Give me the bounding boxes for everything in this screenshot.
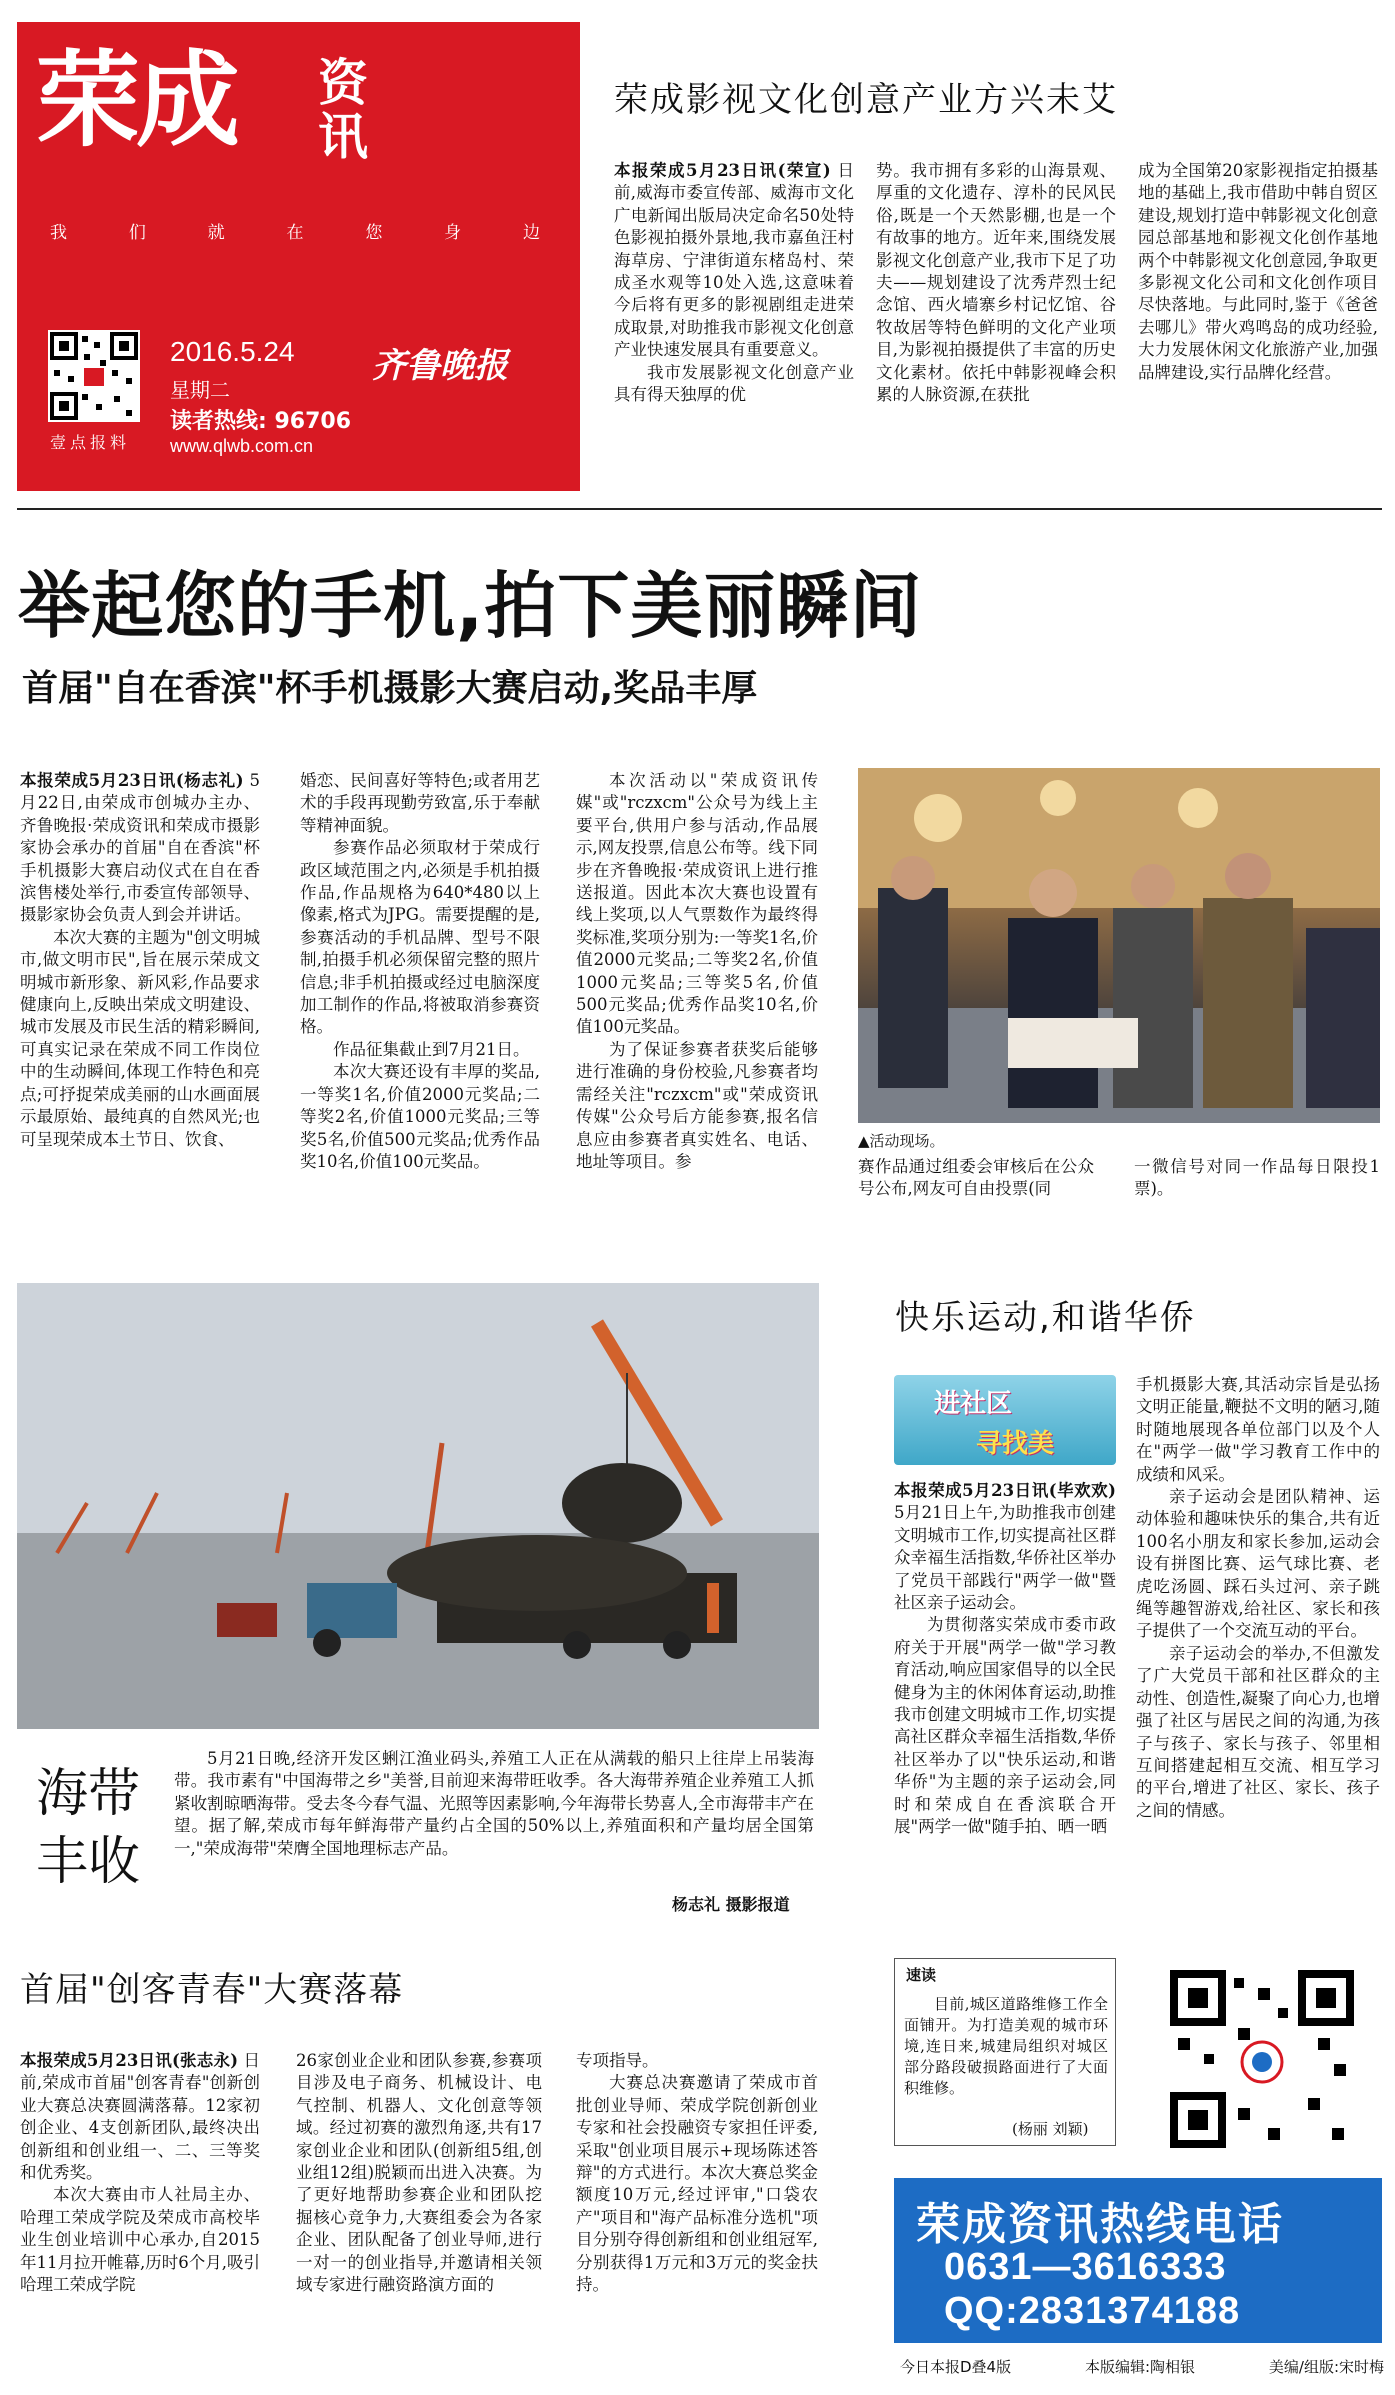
article3-col2: 本报荣成5月23日讯(毕欢欢) 5月21日上午,为助推我市创建文明城市工作,切实提高社区群众幸福生活指数,华侨社区举办了党员干部践行"两学一做"暨社区亲子运动会。 为贯彻落实荣成市委市政府关于开展"两学一做"学习教育活动,响应国家倡导的以全民健身为主的休闲体育运动,助推我市创建文明城市工作,切实提高社区群众幸福生活指数,华侨社区举办了以"快乐运动,和谐华侨"为主题的亲子运动会,同时和荣成自在香滨联合开展"两学一做"随手拍、晒一晒: [894, 1481, 1116, 1837]
brief-text: 目前,城区道路维修工作全面铺开。为打造美观的城市环境,连日来,城建局组织对城区部分路段破损路面进行了大面积维修。: [904, 1995, 1108, 2097]
wechat-qr-icon[interactable]: [1168, 1968, 1356, 2150]
article1-title: 荣成影视文化创意产业方兴未艾: [614, 80, 1118, 120]
website-link[interactable]: www.qlwb.com.cn: [170, 436, 314, 456]
article1-col1: 本报荣成5月23日讯(荣宣) 日前,威海市委宣传部、威海市文化广电新闻出版局决定命名50处特色影视拍摄外景地,我市嘉鱼汪村海草房、宁津街道东楮岛村、荣成圣水观等10处入选,这意味着今后将有更多的影视剧组走进荣成取景,对助推我市影视文化创意产业快速发展具有重要意义。 我市发展影视文化创意产业具有得天独厚的优: [614, 161, 854, 405]
footer-pageref: 今日本报D叠4版: [900, 2358, 1012, 2376]
hotline-phone[interactable]: 0631—3616333: [944, 2246, 1227, 2288]
main-headline: 举起您的手机,拍下美丽瞬间: [18, 564, 923, 648]
article4-col3: 专项指导。 大赛总决赛邀请了荣成市首批创业导师、荣成学院创新创业专家和社会投融资专家担任评委,采取"创业项目展示+现场陈述答辩"的方式进行。本次大赛总奖金额度10万元,经过评审,"口袋农产"项目和"海产品标准分选机"项目分别夺得创新组和创业组冠军,分别获得1万元和3万元的奖金扶持。: [576, 2051, 818, 2295]
issue-weekday: 星期二: [170, 378, 230, 402]
article2-col4: 赛作品通过组委会审核后在公众号公布,网友可自由投票(同: [858, 1157, 1094, 1199]
article4-col1: 本报荣成5月23日讯(张志永) 日前,荣成市首届"创客青春"创新创业大赛总决赛圆满落幕。12家初创企业、4支创新团队,最终决出创新组和创业组一、二、三等奖和优秀奖。 本次大赛由市人社局主办、哈理工荣成学院及荣成市高校毕业生创业培训中心承办,自2015年11月拉开帷幕,历时6个月,吸引哈理工荣成学院: [20, 2051, 260, 2295]
article2-col5: 一微信号对同一作品每日限投1票)。: [1134, 1157, 1380, 1199]
masthead-brand: 荣成: [36, 39, 237, 161]
article2-col1: 本报荣成5月23日讯(杨志礼) 5月22日,由荣成市创城办主办、齐鲁晚报·荣成资讯和荣成市摄影家协会承办的首届"自在香滨"杯手机摄影大赛启动仪式在自在香滨售楼处举行,市委宣传部领导、摄影家协会负责人到会并讲话。 本次大赛的主题为"创文明城市,做文明市民",旨在展示荣成文明城市新形象、新风彩,作品要求健康向上,反映出荣成文明建设、城市发展及市民生活的精彩瞬间,可真实记录在荣成不同工作岗位中的生动瞬间,体现工作特色和亮点;可抒捉荣成美丽的山水画面展示最原始、最纯真的自然风光;也可呈现荣成本土节日、饮食、: [20, 771, 260, 1149]
main-subheadline: 首届"自在香滨"杯手机摄影大赛启动,奖品丰厚: [22, 668, 758, 709]
article1-col2: 势。我市拥有多彩的山海景观、厚重的文化遗存、淳朴的民风民俗,既是一个天然影棚,也是一个有故事的地方。近年来,围绕发展影视文化创意产业,我市下足了功夫——规划建设了沈秀芹烈士纪念馆、西火墙寨乡村记忆馆、谷牧故居等特色鲜明的文化产业项目,为影视拍摄提供了丰富的历史文化素材。依托中韩影视峰会积累的人脉资源,在获批: [876, 161, 1116, 405]
article2-col2: 婚恋、民间喜好等特色;或者用艺术的手段再现勤劳致富,乐于奉献等精神面貌。 参赛作品必须取材于荣成行政区域范围之内,必须是手机拍摄作品,作品规格为640*480以上像素,格式为JPG。需要提醒的是,参赛活动的手机品牌、型号不限制,拍摄手机必须保留完整的照片信息;非手机拍摄或经过电脑深度加工制作的作品,将被取消参赛资格。 作品征集截止到7月21日。 本次大赛还设有丰厚的奖品,一等奖1名,价值2000元奖品;二等奖2名,价值1000元奖品;三等奖5名,价值500元奖品;优秀作品奖10名,价值100元奖品。: [300, 771, 540, 1171]
section-divider: [17, 508, 1382, 510]
article2-col3: 本次活动以"荣成资讯传媒"或"rczxcm"公众号为线上主要平台,供用户参与活动,作品展示,网友投票,信息公布等。线下同步在齐鲁晚报·荣成资讯上进行推送报道。因此本次大赛也设置有线上奖项,以人气票数作为最终得奖标准,奖项分别为:一等奖1名,价值2000元奖品;二等奖2名,价值1000元奖品;三等奖5名,价值500元奖品;优秀作品奖10名,价值100元奖品。 为了保证参赛者获奖后能够进行准确的身份校验,凡参赛者均需经关注"rczxcm"或"荣成资讯传媒"公众号后方能参赛,报名信息应由参赛者真实姓名、电话、地址等项目。参: [576, 771, 818, 1171]
article3-title: 快乐运动,和谐华侨: [895, 1298, 1196, 1338]
qr-caption: 壹点报料: [50, 433, 131, 452]
seaweed-harvest-photo: [17, 1283, 819, 1729]
qr-code-icon[interactable]: [48, 330, 140, 422]
photo-caption: ▲活动现场。: [858, 1132, 945, 1150]
seaweed-text: 5月21日晚,经济开发区蜊江渔业码头,养殖工人正在从满载的船只上往岸上吊装海带。我市素有"中国海带之乡"美誉,目前迎来海带旺收季。各大海带养殖企业养殖工人抓紧收割晾晒海带。受去冬今春气温、光照等因素影响,今年海带长势喜人,全市海带丰产在望。据了解,荣成市每年鲜海带产量约占全国的50%以上,养殖面积和产量均居全国第一,"荣成海带"荣膺全国地理标志产品。: [174, 1749, 814, 1858]
footer-editor: 本版编辑:陶相银: [1084, 2358, 1196, 2376]
kicker-banner: 进社区 寻找美: [894, 1375, 1116, 1465]
brief-label: 速读: [906, 1966, 937, 1984]
article4-title: 首届"创客青春"大赛落幕: [20, 1970, 404, 2010]
hotline-qq[interactable]: QQ:2831374188: [944, 2290, 1241, 2332]
article3-col1: 手机摄影大赛,其活动宗旨是弘扬文明正能量,鞭挞不文明的陋习,随时随地展现各单位部门以及个人在"两学一做"学习教育工作中的成绩和风采。 亲子运动会是团队精神、运动体验和趣味快乐的集合,共有近100名小朋友和家长参加,运动会设有拼图比赛、运气球比赛、老虎吃汤圆、踩石头过河、亲子跳绳等趣智游戏,给社区、家长和孩子提供了一个交流互动的平台。 亲子运动会的举办,不但激发了广大党员干部和社区群众的主动性、创造性,凝聚了向心力,也增强了社区与居民之间的沟通,为孩子与孩子、家长与孩子、邻里相互间搭建起相互交流、相互学习的平台,增进了社区、家长、孩子之间的情感。: [1136, 1375, 1380, 1820]
masthead-brand-side: 资讯: [318, 54, 368, 166]
page-footer: [900, 2356, 1384, 2377]
issue-date: 2016.5.24: [170, 336, 295, 367]
brief-byline: (杨丽 刘颖): [1012, 2120, 1089, 2138]
seaweed-byline: 杨志礼 摄影报道: [672, 1895, 790, 1914]
seaweed-heading: 海带丰收: [36, 1764, 141, 1892]
reader-hotline: 读者热线: 96706: [170, 409, 351, 434]
event-photo: [858, 768, 1380, 1123]
footer-design: 美编/组版:宋时梅: [1268, 2358, 1384, 2376]
paper-logo: 齐鲁晚报: [372, 346, 508, 386]
masthead-slogan: 我 们 就 在 您 身 边: [50, 223, 540, 243]
hotline-title: 荣成资讯热线电话: [916, 2199, 1284, 2250]
article4-col2: 26家创业企业和团队参赛,参赛项目涉及电子商务、机械设计、电气控制、机器人、文化创意等领域。经过初赛的激烈角逐,共有17家创业企业和团队(创新组5组,创业组12组)脱颖而出进入决赛。为了更好地帮助参赛企业和团队挖掘核心竞争力,大赛组委会为各家企业、团队配备了创业导师,进行一对一的创业指导,并邀请相关领域专家进行融资路演方面的: [296, 2051, 542, 2295]
article1-col3: 成为全国第20家影视指定拍摄基地的基础上,我市借助中韩自贸区建设,规划打造中韩影视文化创意园总部基地和影视文化创作基地两个中韩影视文化创意园,争取更多影视文化公司和文化创作项目尽快落地。与此同时,鉴于《爸爸去哪儿》带火鸡鸣岛的成功经验,大力发展休闲文化旅游产业,加强品牌建设,实行品牌化经营。: [1138, 161, 1378, 382]
